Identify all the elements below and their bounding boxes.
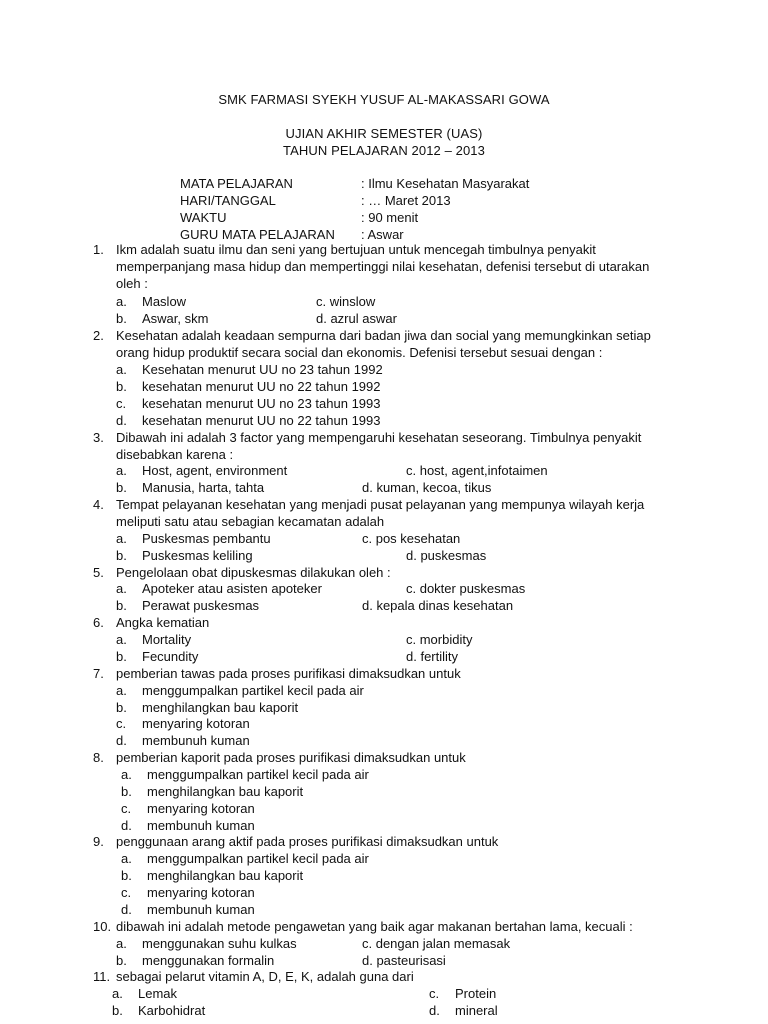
option-letter: a.: [116, 294, 127, 309]
option-text: menghilangkan bau kaporit: [147, 868, 304, 883]
option-text: menggunakan formalin: [142, 953, 275, 968]
question-text: [116, 749, 656, 766]
option-letter: c.: [121, 885, 132, 900]
question-number: 4.: [93, 497, 104, 512]
option-d[interactable]: d. azrul aswar: [316, 311, 397, 326]
question-text: [116, 327, 656, 361]
option-c[interactable]: c. winslow: [316, 294, 376, 309]
option-text: kesehatan menurut UU no 23 tahun 1993: [142, 396, 381, 411]
question-line: pemberian tawas pada proses purifikasi dimaksudkan untuk: [116, 666, 461, 681]
question-text: [116, 614, 656, 631]
question-number: 7.: [93, 666, 104, 681]
question-number: 8.: [93, 750, 104, 765]
option-text: menggunakan suhu kulkas: [142, 936, 297, 951]
option-letter: a.: [116, 683, 127, 698]
question-number: 10.: [93, 919, 112, 934]
question-text: [116, 968, 656, 985]
option-d[interactable]: d. pasteurisasi: [362, 953, 446, 968]
option-text: membunuh kuman: [147, 902, 255, 917]
option-letter: b.: [116, 649, 127, 664]
school-name: SMK FARMASI SYEKH YUSUF AL-MAKASSARI GOWA: [218, 92, 550, 107]
option-letter: a.: [116, 581, 127, 596]
option-text: Mortality: [142, 632, 192, 647]
option-c[interactable]: c. dokter puskesmas: [406, 581, 526, 596]
question-line: memperpanjang masa hidup dan mempertinggi nilai kesehatan, defenisi tersebut di utarakan: [116, 259, 650, 274]
option-text: Apoteker atau asisten apoteker: [142, 581, 322, 596]
question-text: [116, 665, 656, 682]
option-text: Maslow: [142, 294, 187, 309]
option-d[interactable]: d. fertility: [406, 649, 459, 664]
option-text: Fecundity: [142, 649, 199, 664]
option-letter: a.: [116, 463, 127, 478]
option-text: Protein: [455, 986, 497, 1001]
option-text: Host, agent, environment: [142, 463, 288, 478]
option-letter: b.: [116, 311, 127, 326]
question-line: oleh :: [116, 276, 148, 291]
question-number: 6.: [93, 615, 104, 630]
question-line: Ikm adalah suatu ilmu dan seni yang bertujuan untuk mencegah timbulnya penyakit: [116, 242, 596, 257]
option-c[interactable]: c. dengan jalan memasak: [362, 936, 511, 951]
question-number: 3.: [93, 430, 104, 445]
option-text: membunuh kuman: [147, 818, 255, 833]
question-line: dibawah ini adalah metode pengawetan yang baik agar makanan bertahan lama, kecuali :: [116, 919, 633, 934]
option-text: menyaring kotoran: [147, 885, 255, 900]
option-letter: a.: [112, 986, 123, 1001]
question-number: 1.: [93, 242, 104, 257]
option-letter: c.: [116, 396, 127, 411]
option-letter: d.: [116, 413, 127, 428]
meta-key: MATA PELAJARAN: [180, 176, 293, 191]
option-text: Puskesmas keliling: [142, 548, 253, 563]
option-text: Manusia, harta, tahta: [142, 480, 265, 495]
option-d[interactable]: d. puskesmas: [406, 548, 487, 563]
exam-title: UJIAN AKHIR SEMESTER (UAS): [285, 126, 483, 141]
option-letter: a.: [116, 362, 127, 377]
option-letter: d.: [429, 1003, 440, 1018]
option-text: mineral: [455, 1003, 498, 1018]
question-text: [116, 918, 656, 935]
option-text: menghilangkan bau kaporit: [142, 700, 299, 715]
option-text: Perawat puskesmas: [142, 598, 260, 613]
option-letter: b.: [116, 379, 127, 394]
option-letter: a.: [116, 632, 127, 647]
question-number: 2.: [93, 328, 104, 343]
option-letter: b.: [116, 700, 127, 715]
option-text: menggumpalkan partikel kecil pada air: [147, 767, 369, 782]
question-text: [116, 241, 656, 292]
question-text: [116, 833, 656, 850]
option-text: Aswar, skm: [142, 311, 209, 326]
option-letter: a.: [116, 531, 127, 546]
option-letter: d.: [121, 818, 132, 833]
academic-year: TAHUN PELAJARAN 2012 – 2013: [283, 143, 485, 158]
option-d[interactable]: d. kepala dinas kesehatan: [362, 598, 514, 613]
question-line: orang hidup produktif secara social dan ekonomis. Defenisi tersebut sesuai dengan :: [116, 345, 603, 360]
option-letter: c.: [429, 986, 440, 1001]
option-letter: c.: [121, 801, 132, 816]
question-line: disebabkan karena :: [116, 447, 234, 462]
question-line: Angka kematian: [116, 615, 210, 630]
option-letter: d.: [121, 902, 132, 917]
option-text: menghilangkan bau kaporit: [147, 784, 304, 799]
option-letter: a.: [121, 851, 132, 866]
question-line: Tempat pelayanan kesehatan yang menjadi pusat pelayanan yang mempunya wilayah kerja: [116, 497, 645, 512]
option-text: menggumpalkan partikel kecil pada air: [142, 683, 364, 698]
option-text: Lemak: [138, 986, 178, 1001]
meta-value: : Aswar: [361, 227, 404, 242]
option-text: Karbohidrat: [138, 1003, 206, 1018]
question-line: pemberian kaporit pada proses purifikasi dimaksudkan untuk: [116, 750, 466, 765]
option-text: menyaring kotoran: [142, 716, 250, 731]
option-text: Puskesmas pembantu: [142, 531, 271, 546]
option-c[interactable]: c. pos kesehatan: [362, 531, 461, 546]
question-number: 9.: [93, 834, 104, 849]
option-text: kesehatan menurut UU no 22 tahun 1993: [142, 413, 381, 428]
question-line: Kesehatan adalah keadaan sempurna dari badan jiwa dan social yang memungkinkan setiap: [116, 328, 651, 343]
option-letter: a.: [116, 936, 127, 951]
meta-value: : 90 menit: [361, 210, 419, 225]
question-line: sebagai pelarut vitamin A, D, E, K, adalah guna dari: [116, 969, 414, 984]
meta-value: : Ilmu Kesehatan Masyarakat: [361, 176, 530, 191]
meta-key: WAKTU: [180, 210, 227, 225]
option-text: menyaring kotoran: [147, 801, 255, 816]
question-line: Pengelolaan obat dipuskesmas dilakukan oleh :: [116, 565, 391, 580]
option-letter: d.: [116, 733, 127, 748]
question-line: penggunaan arang aktif pada proses purifikasi dimaksudkan untuk: [116, 834, 499, 849]
option-letter: b.: [121, 784, 132, 799]
option-letter: b.: [116, 953, 127, 968]
option-letter: b.: [116, 480, 127, 495]
option-letter: c.: [116, 716, 127, 731]
option-text: menggumpalkan partikel kecil pada air: [147, 851, 369, 866]
option-text: kesehatan menurut UU no 22 tahun 1992: [142, 379, 381, 394]
option-letter: a.: [121, 767, 132, 782]
option-letter: b.: [121, 868, 132, 883]
question-text: [116, 429, 656, 463]
option-c[interactable]: c. host, agent,infotaimen: [406, 463, 548, 478]
meta-value: : … Maret 2013: [361, 193, 451, 208]
option-letter: b.: [116, 598, 127, 613]
option-d[interactable]: d. kuman, kecoa, tikus: [362, 480, 492, 495]
meta-key: HARI/TANGGAL: [180, 193, 276, 208]
meta-key: GURU MATA PELAJARAN: [180, 227, 335, 242]
option-c[interactable]: c. morbidity: [406, 632, 473, 647]
option-letter: b.: [112, 1003, 123, 1018]
option-text: membunuh kuman: [142, 733, 250, 748]
option-letter: b.: [116, 548, 127, 563]
question-text: [116, 496, 656, 530]
option-text: Kesehatan menurut UU no 23 tahun 1992: [142, 362, 383, 377]
question-text: [116, 564, 656, 581]
question-line: Dibawah ini adalah 3 factor yang mempengaruhi kesehatan seseorang. Timbulnya penyakit: [116, 430, 642, 445]
question-number: 11.: [93, 969, 111, 984]
question-line: meliputi satu atau sebagian kecamatan adalah: [116, 514, 385, 529]
question-number: 5.: [93, 565, 104, 580]
